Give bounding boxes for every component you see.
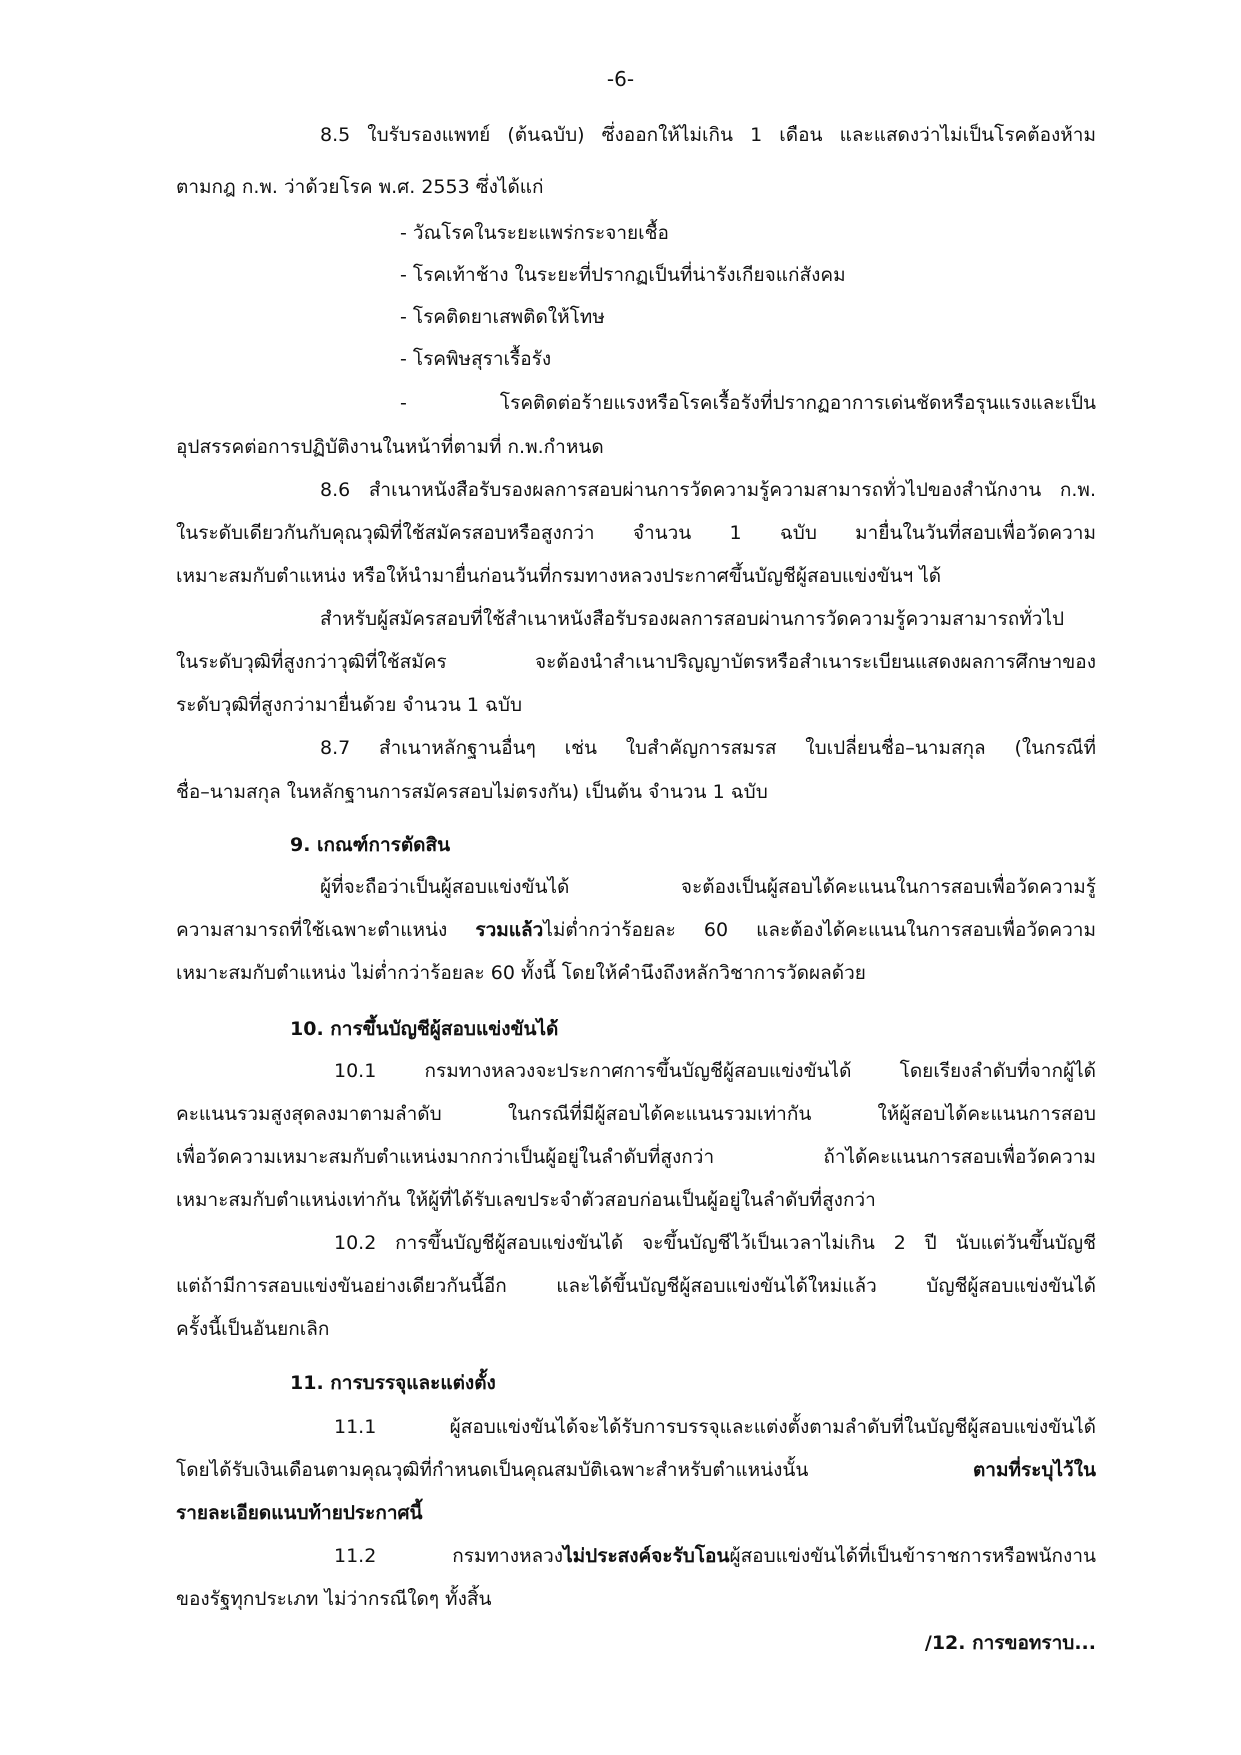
s10-2-line-2: แต่ถ้ามีการสอบแข่งขันอย่างเดียวกันนี้อีก และได้ขึ้นบัญชีผู้สอบแข่งขันได้ใหม่แล้ว บัญชีผู้สอบแข่งขันได้ bbox=[176, 1275, 1096, 1297]
s8-6-line-3: เหมาะสมกับตำแหน่ง หรือให้นำมายื่นก่อนวันที่กรมทางหลวงประกาศขึ้นบัญชีผู้สอบแข่งขันฯ ได้ bbox=[176, 565, 942, 587]
s10-1-line-2: คะแนนรวมสูงสุดลงมาตามลำดับ ในกรณีที่มีผู้สอบได้คะแนนรวมเท่ากัน ให้ผู้สอบได้คะแนนการสอบ bbox=[176, 1103, 1096, 1125]
section-10-heading: 10. การขึ้นบัญชีผู้สอบแข่งขันได้ bbox=[290, 1018, 559, 1040]
disease-item-1: - วัณโรคในระยะแพร่กระจายเชื้อ bbox=[400, 222, 669, 244]
s8-6-line-4: สำหรับผู้สมัครสอบที่ใช้สำเนาหนังสือรับรองผลการสอบผ่านการวัดความรู้ความสามารถทั่วไป bbox=[320, 608, 1065, 630]
s11-1-line-1: 11.1 ผู้สอบแข่งขันได้จะได้รับการบรรจุและแต่งตั้งตามลำดับที่ในบัญชีผู้สอบแข่งขันได้ bbox=[334, 1416, 1096, 1438]
s8-7-line-1: 8.7 สำเนาหลักฐานอื่นๆ เช่น ใบสำคัญการสมรส ใบเปลี่ยนชื่อ–นามสกุล (ในกรณีที่ bbox=[320, 737, 1096, 759]
s10-1-line-1: 10.1 กรมทางหลวงจะประกาศการขึ้นบัญชีผู้สอบแข่งขันได้ โดยเรียงลำดับที่จากผู้ได้ bbox=[334, 1060, 1096, 1082]
s10-1-line-4: เหมาะสมกับตำแหน่งเท่ากัน ให้ผู้ที่ได้รับเลขประจำตัวสอบก่อนเป็นผู้อยู่ในลำดับที่สูงกว่า bbox=[176, 1189, 876, 1211]
s8-6-line-1: 8.6 สำเนาหนังสือรับรองผลการสอบผ่านการวัดความรู้ความสามารถทั่วไปของสำนักงาน ก.พ. bbox=[320, 479, 1096, 501]
disease-item-3: - โรคติดยาเสพติดให้โทษ bbox=[400, 306, 605, 328]
s9-line-2: ความสามารถที่ใช้เฉพาะตำแหน่ง รวมแล้วไม่ต่ำกว่าร้อยละ 60 และต้องได้คะแนนในการสอบเพื่อวัดความ bbox=[176, 919, 1096, 941]
s8-6-line-6: ระดับวุฒิที่สูงกว่ามายื่นด้วย จำนวน 1 ฉบับ bbox=[176, 694, 523, 716]
s10-2-line-1: 10.2 การขึ้นบัญชีผู้สอบแข่งขันได้ จะขึ้นบัญชีไว้เป็นเวลาไม่เกิน 2 ปี นับแต่วันขึ้นบัญชี bbox=[334, 1232, 1096, 1254]
s11-2-line-2: ของรัฐทุกประเภท ไม่ว่ากรณีใดๆ ทั้งสิ้น bbox=[176, 1588, 492, 1610]
s8-7-line-2: ชื่อ–นามสกุล ในหลักฐานการสมัครสอบไม่ตรงกัน) เป็นต้น จำนวน 1 ฉบับ bbox=[176, 781, 768, 803]
s8-5-line-2: ตามกฎ ก.พ. ว่าด้วยโรค พ.ศ. 2553 ซึ่งได้แก่ bbox=[176, 176, 544, 198]
s11-1-line-2: โดยได้รับเงินเดือนตามคุณวุฒิที่กำหนดเป็นคุณสมบัติเฉพาะสำหรับตำแหน่งนั้น ตามที่ระบุไว้ใน bbox=[176, 1459, 1096, 1481]
s10-1-line-3: เพื่อวัดความเหมาะสมกับตำแหน่งมากกว่าเป็นผู้อยู่ในลำดับที่สูงกว่า ถ้าได้คะแนนการสอบเพื่อวัดความ bbox=[176, 1146, 1096, 1168]
s11-1-line-3: รายละเอียดแนบท้ายประกาศนี้ bbox=[176, 1502, 423, 1524]
s8-6-line-5: ในระดับวุฒิที่สูงกว่าวุฒิที่ใช้สมัคร จะต้องนำสำเนาปริญญาบัตรหรือสำเนาระเบียนแสดงผลการศึกษาของ bbox=[176, 651, 1096, 673]
disease-item-5-cont: อุปสรรคต่อการปฏิบัติงานในหน้าที่ตามที่ ก.พ.กำหนด bbox=[176, 436, 604, 458]
disease-item-5: - โรคติดต่อร้ายแรงหรือโรคเรื้อรังที่ปรากฏอาการเด่นชัดหรือรุนแรงและเป็น bbox=[400, 392, 1096, 414]
s9-line-3: เหมาะสมกับตำแหน่ง ไม่ต่ำกว่าร้อยละ 60 ทั้งนี้ โดยให้คำนึงถึงหลักวิชาการวัดผลด้วย bbox=[176, 962, 866, 984]
section-9-heading: 9. เกณฑ์การตัดสิน bbox=[290, 834, 451, 856]
s9-line-1: ผู้ที่จะถือว่าเป็นผู้สอบแข่งขันได้ จะต้องเป็นผู้สอบได้คะแนนในการสอบเพื่อวัดความรู้ bbox=[320, 876, 1096, 898]
disease-item-2: - โรคเท้าช้าง ในระยะที่ปรากฏเป็นที่น่ารังเกียจแก่สังคม bbox=[400, 264, 846, 286]
continuation-note: /12. การขอทราบ... bbox=[924, 1632, 1096, 1654]
s8-5-line-1: 8.5 ใบรับรองแพทย์ (ต้นฉบับ) ซึ่งออกให้ไม่เกิน 1 เดือน และแสดงว่าไม่เป็นโรคต้องห้าม bbox=[320, 124, 1096, 146]
s10-2-line-3: ครั้งนี้เป็นอันยกเลิก bbox=[176, 1318, 330, 1340]
section-11-heading: 11. การบรรจุและแต่งตั้ง bbox=[290, 1372, 496, 1394]
disease-item-4: - โรคพิษสุราเรื้อรัง bbox=[400, 348, 552, 370]
page-number: -6- bbox=[606, 67, 635, 91]
s11-2-line-1: 11.2 กรมทางหลวงไม่ประสงค์จะรับโอนผู้สอบแข่งขันได้ที่เป็นข้าราชการหรือพนักงาน bbox=[334, 1545, 1096, 1567]
s8-6-line-2: ในระดับเดียวกันกับคุณวุฒิที่ใช้สมัครสอบหรือสูงกว่า จำนวน 1 ฉบับ มายื่นในวันที่สอบเพื่อวัดความ bbox=[176, 522, 1096, 544]
